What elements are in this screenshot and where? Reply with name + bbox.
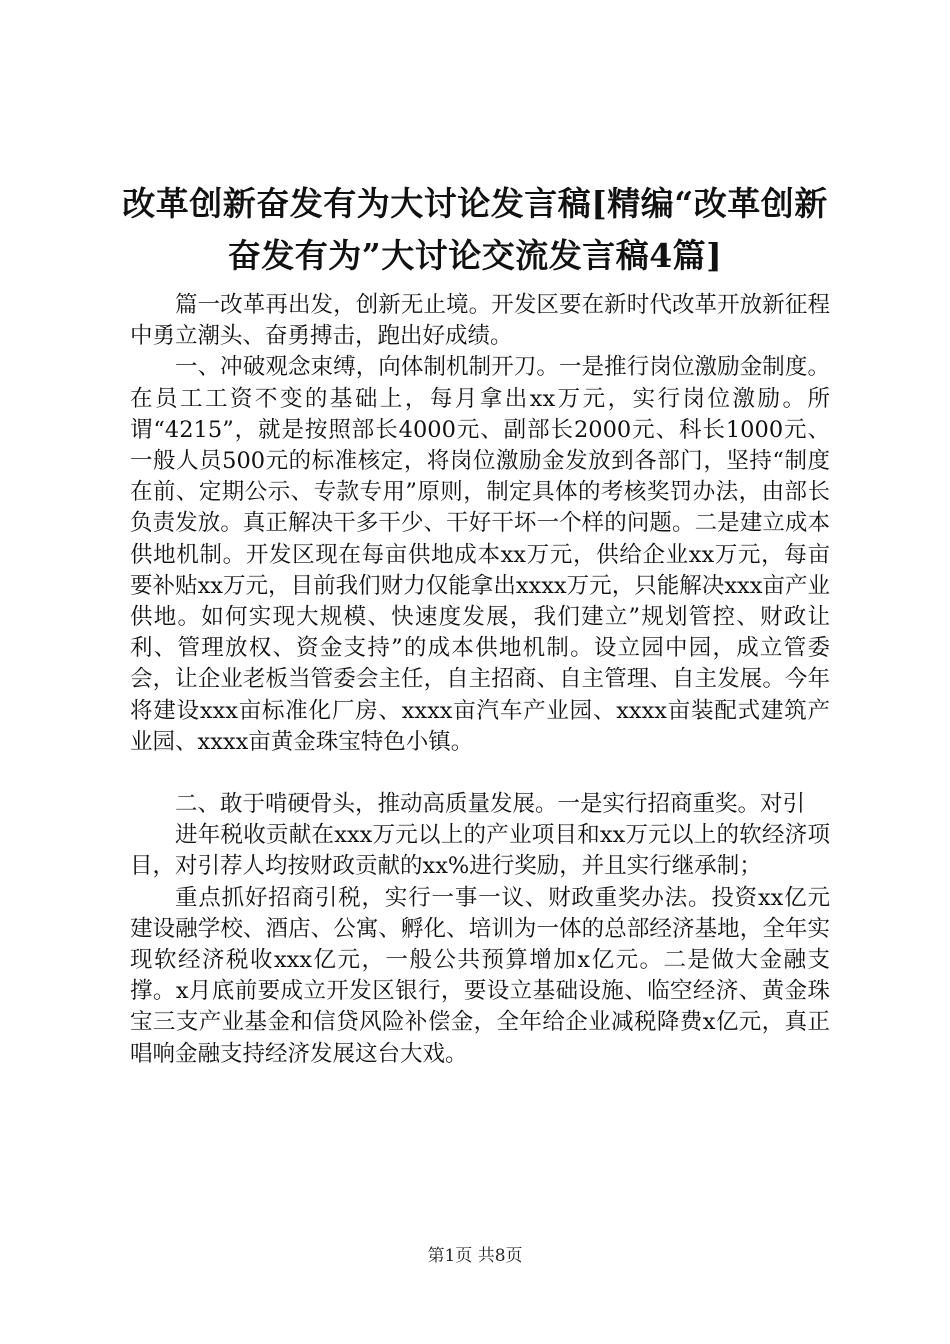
document-title: 改革创新奋发有为大讨论发言稿[精编“改革创新奋发有为”大讨论交流发言稿4篇] <box>122 184 828 275</box>
paragraph-tax-finance: 重点抓好招商引税，实行一事一议、财政重奖办法。投资xx亿元建设融学校、酒店、公寓、孵化、培训为一体的总部经济基地，全年实现软经济税收xxx亿元，一般公共预算增加x亿元。二是做大金融支撑。x月底前要成立开发区银行，要设立基础设施、临空经济、黄金珠宝三支产业基金和信贷风险补偿金，全年给企业减税降费x亿元，真正唱响金融支持经济发展这台大戏。 <box>130 884 830 1067</box>
page-number-footer: 第1页 共8页 <box>427 1246 523 1266</box>
paragraph-reward-rule: 进年税收贡献在xxx万元以上的产业项目和xx万元以上的软经济项目，对引荐人均按财政贡献的xx%进行奖励，并且实行继承制； <box>130 822 830 880</box>
paragraph-intro: 篇一改革再出发，创新无止境。开发区要在新时代改革开放新征程中勇立潮头、奋勇搏击，跑出好成绩。 <box>130 292 830 350</box>
paragraph-section-one: 一、冲破观念束缚，向体制机制开刀。一是推行岗位激励金制度。在员工工资不变的基础上，每月拿出xx万元，实行岗位激励。所谓“4215”，就是按照部长4000元、副部长2000元、科长1000元、一般人员500元的标准核定，将岗位激励金发放到各部门，坚持“制度在前、定期公示、专款专用”原则，制定具体的考核奖罚办法，由部长负责发放。真正解决干多干少、干好干坏一个样的问题。二是建立成本供地机制。开发区现在每亩供地成本xx万元，供给企业xx万元，每亩要补贴xx万元，目前我们财力仅能拿出xxxx万元，只能解决xxx亩产业供地。如何实现大规模、快速度发展，我们建立”规划管控、财政让利、管理放权、资金支持”的成本供地机制。设立园中园，成立管委会，让企业老板当管委会主任，自主招商、自主管理、自主发展。今年将建设xxx亩标准化厂房、xxxx亩汽车产业园、xxxx亩装配式建筑产业园、xxxx亩黄金珠宝特色小镇。 <box>130 354 830 755</box>
paragraph-section-two: 二、敢于啃硬骨头，推动高质量发展。一是实行招商重奖。对引 <box>175 791 806 818</box>
document-body <box>130 290 830 1070</box>
